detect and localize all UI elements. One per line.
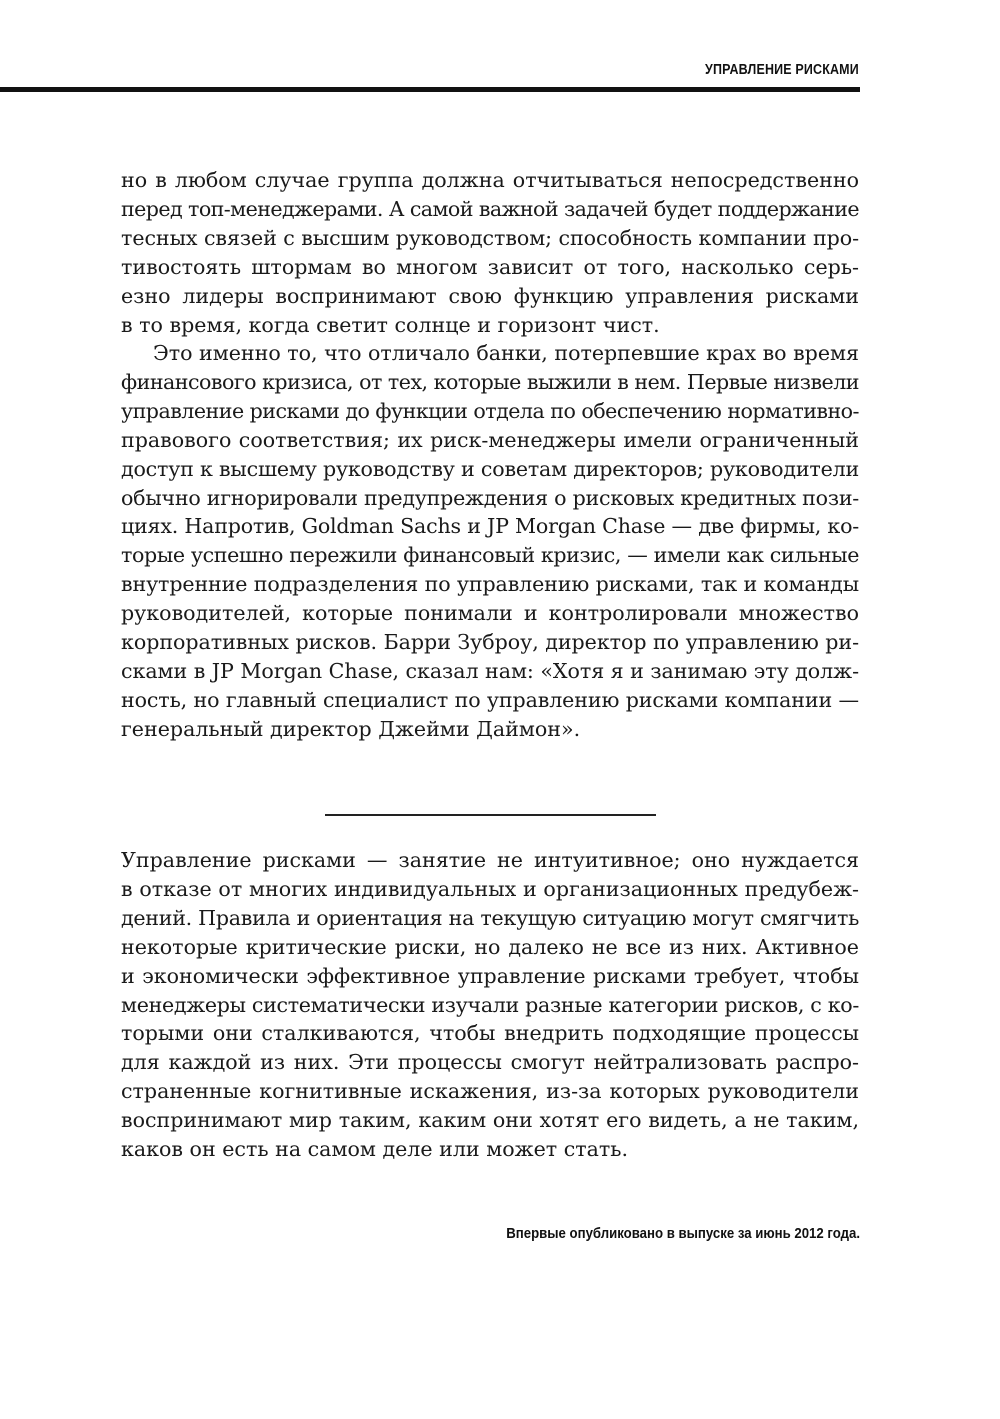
publication-note: Впервые опубликовано в выпуске за июнь 2012 года. [506, 1225, 860, 1242]
text-line: в отказе от многих индивидуальных и организационных предубеж- [121, 876, 859, 901]
text-line: корпоративных рисков. Барри Зуброу, директор по управлению ри- [121, 630, 859, 655]
text-line: воспринимают мир таким, каким они хотят его видеть, а не таким, [121, 1108, 859, 1133]
section-divider [325, 814, 656, 816]
text-line: торые успешно пережили финансовый кризис, — имели как сильные [121, 543, 860, 568]
text-line: но в любом случае группа должна отчитываться непосредственно [121, 168, 859, 192]
text-line: финансового кризиса, от тех, которые выжили в нем. Первые низвели [121, 369, 860, 394]
header-rule [0, 87, 860, 92]
text-line: Управление рисками — занятие не интуитивное; оно нуждается [121, 848, 859, 872]
text-line: каков он есть на самом деле или может стать. [121, 1137, 629, 1162]
text-line: тесных связей с высшим руководством; способность компании про- [121, 225, 860, 250]
text-line: и экономически эффективное управление рисками требует, чтобы [121, 963, 859, 988]
text-line: менеджеры систематически изучали разные категории рисков, с ко- [121, 992, 860, 1017]
text-line: дений. Правила и ориентация на текущую ситуацию могут смягчить [121, 905, 859, 930]
text-line: генеральный директор Джейми Даймон». [121, 716, 581, 741]
text-line: Это именно то, что отличало банки, потерпевшие крах во время [153, 341, 859, 365]
paragraph-1 [121, 166, 859, 339]
text-line: правового соответствия; их риск-менеджеры имели ограниченный [121, 427, 859, 452]
text-line: управление рисками до функции отдела по обеспечению нормативно- [121, 398, 859, 423]
text-line: страненные когнитивные искажения, из-за которых руководители [121, 1079, 859, 1104]
text-line: некоторые критические риски, но далеко не все из них. Активное [121, 934, 859, 959]
text-line: обычно игнорировали предупреждения о рисковых кредитных пози- [121, 485, 860, 510]
text-line: тивостоять штормам во многом зависит от того, насколько серь- [121, 254, 859, 279]
paragraph-3 [121, 846, 859, 1164]
running-head-title: УПРАВЛЕНИЕ РИСКАМИ [705, 62, 859, 78]
text-line: перед топ-менеджерами. А самой важной задачей будет поддержание [121, 196, 859, 221]
text-line: доступ к высшему руководству и советам директоров; руководители [121, 456, 859, 481]
text-line: для каждой из них. Эти процессы смогут нейтрализовать распро- [121, 1050, 859, 1075]
text-line: ность, но главный специалист по управлению рисками компании — [121, 687, 860, 712]
text-line: сками в JP Morgan Chase, сказал нам: «Хотя я и занимаю эту долж- [121, 658, 860, 683]
text-line: руководителей, которые понимали и контролировали множество [121, 601, 859, 626]
paragraph-2 [121, 339, 859, 744]
text-line: торыми они сталкиваются, чтобы внедрить подходящие процессы [121, 1021, 859, 1046]
text-line: езно лидеры воспринимают свою функцию управления рисками [121, 283, 859, 308]
text-line: внутренние подразделения по управлению рисками, так и команды [121, 572, 859, 597]
text-line: в то время, когда светит солнце и горизонт чист. [121, 312, 660, 337]
text-line: циях. Напротив, Goldman Sachs и JP Morgan Chase — две фирмы, ко- [121, 514, 860, 539]
